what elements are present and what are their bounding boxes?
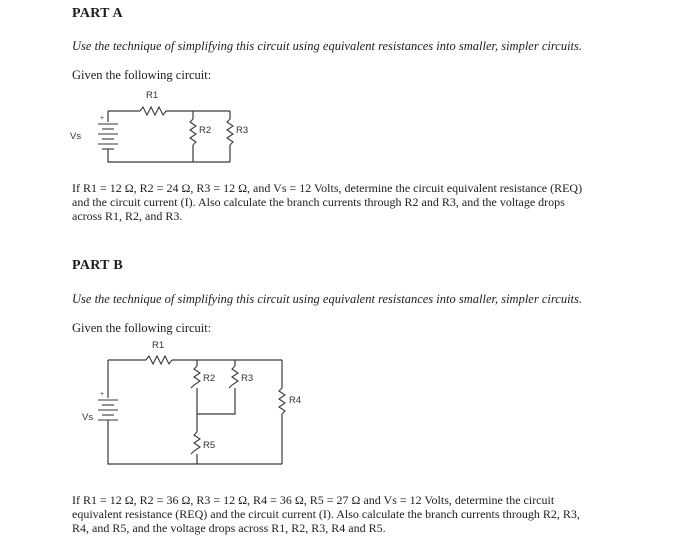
part-a-r1-label: R1 (146, 90, 159, 101)
part-b-r5-label: R5 (203, 440, 216, 451)
part-a-r2-label: R2 (199, 125, 212, 136)
part-b-circuit-diagram (60, 336, 320, 476)
part-b-line-1: If R1 = 12 Ω, R2 = 36 Ω, R3 = 12 Ω, R4 = 36 Ω, R5 = 27 Ω and Vs = 12 Volts, determine the circuit (72, 493, 555, 507)
part-a-r3-resistor (227, 119, 233, 145)
part-a-line-2: and the circuit current (I). Also calculate the branch currents through R2 and R3, and the voltage drops (72, 195, 565, 209)
part-a-r1-resistor (140, 107, 166, 115)
part-b-r4-resistor (279, 388, 285, 414)
part-a-given: Given the following circuit: (72, 68, 212, 82)
part-b-heading: PART B (72, 258, 123, 273)
part-b-problem-text (72, 493, 580, 535)
part-a-r2-resistor (190, 119, 196, 145)
part-b-r1-label: R1 (152, 340, 165, 351)
part-b-line-3: R4, and R5, and the voltage drops across R1, R2, R3, R4 and R5. (72, 521, 386, 535)
part-b-r5-resistor (191, 432, 200, 454)
part-b-r2-resistor (191, 366, 200, 388)
part-a-line-3: across R1, R2, and R3. (72, 209, 183, 223)
part-b-vs-label: Vs (82, 412, 94, 423)
part-a-circuit-diagram (60, 84, 290, 174)
part-b-r3-label: R3 (241, 373, 254, 384)
part-b-given: Given the following circuit: (72, 321, 212, 335)
part-b-r4-label: R4 (289, 395, 302, 406)
part-b-r1-resistor (146, 356, 172, 364)
part-b-r2-label: R2 (203, 373, 216, 384)
part-b-instruction: Use the technique of simplifying this circuit using equivalent resistances into smaller, simpler circuits. (72, 292, 583, 306)
part-a-plus-sign: + (100, 115, 105, 122)
part-b-r3-resistor (229, 366, 238, 388)
part-a-line-1: If R1 = 12 Ω, R2 = 24 Ω, R3 = 12 Ω, and Vs = 12 Volts, determine the circuit equivalent resistance (REQ) (72, 181, 583, 195)
part-a-vs-battery (98, 124, 118, 149)
part-b-vs-battery (98, 400, 118, 420)
part-a-vs-label: Vs (70, 131, 82, 142)
part-a-problem-text (72, 181, 582, 223)
part-a-r3-label: R3 (236, 125, 249, 136)
part-a-heading: PART A (72, 6, 123, 21)
part-a-instruction: Use the technique of simplifying this circuit using equivalent resistances into smaller, simpler circuits. (72, 39, 583, 53)
part-b-plus-sign: + (100, 391, 105, 398)
part-b-line-2: equivalent resistance (REQ) and the circuit current (I). Also calculate the branch currents through R2, R3, (72, 507, 580, 521)
